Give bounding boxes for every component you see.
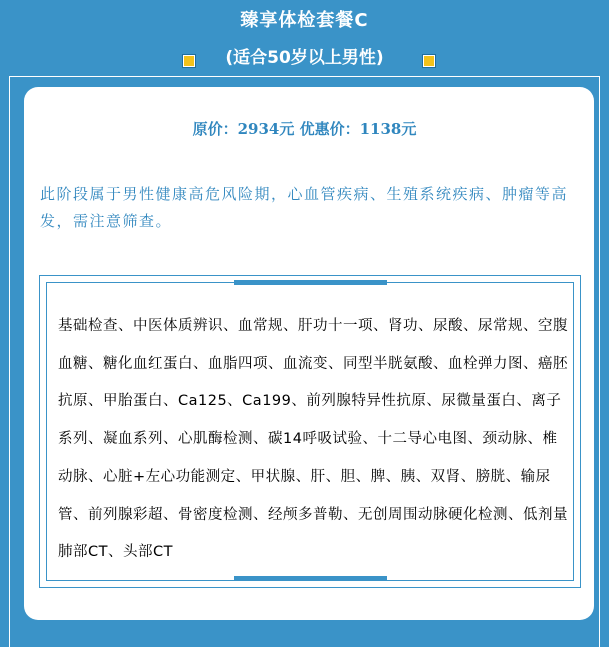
intro-text: 此阶段属于男性健康高危风险期，心血管疾病、生殖系统疾病、肿瘤等高发，需注意筛查。 xyxy=(40,185,569,230)
checkup-items-list: 基础检查、中医体质辨识、血常规、肝功十一项、肾功、尿酸、尿常规、空腹血糖、糖化血红蛋白、血脂四项、血流变、同型半胱氨酸、血栓弹力图、癌胚抗原、甲胎蛋白、Ca125、Ca199、前列腺特异性抗原、尿微量蛋白、离子系列、凝血系列、心肌酶检测、碳14呼吸试验、十二导心电图、颈动脉、椎动脉、心脏+左心功能测定、甲状腺、肝、胆、脾、胰、双肾、膀胱、输尿管、前列腺彩超、骨密度检测、经颅多普勒、无创周围动脉硬化检测、低剂量肺部CT、头部CT xyxy=(58,318,568,561)
decorative-square-right xyxy=(423,55,435,67)
price-line: 原价：2934元 优惠价：1138元 xyxy=(192,120,417,138)
decorative-square-left xyxy=(183,55,195,67)
items-box-top-bar xyxy=(234,280,387,285)
items-box-bottom-bar xyxy=(234,576,387,581)
package-subtitle: (适合50岁以上男性) xyxy=(225,48,384,68)
package-title: 臻享体检套餐C xyxy=(240,10,369,31)
